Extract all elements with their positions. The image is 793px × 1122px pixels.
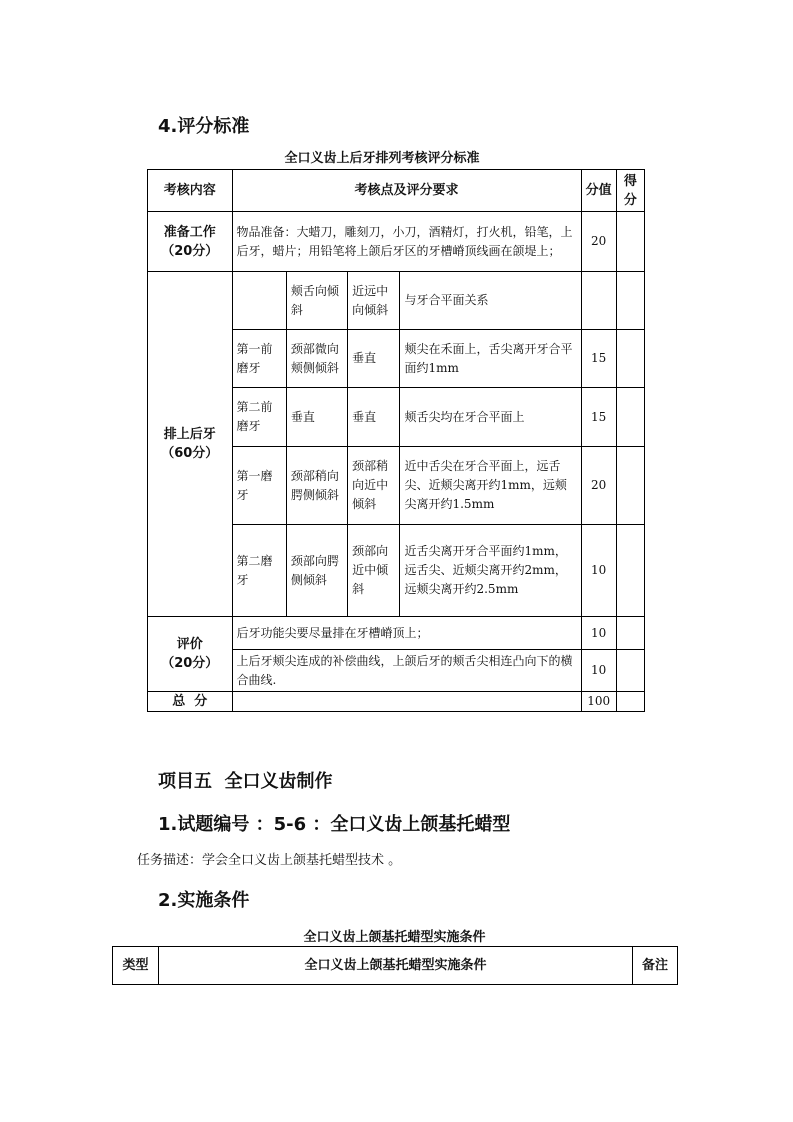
- prep-label: 准备工作 （20分）: [148, 212, 233, 272]
- section2-title: 2.实施条件: [158, 890, 250, 911]
- header-score: 分值: [581, 170, 616, 212]
- tooth-name: 第一前磨牙: [232, 330, 286, 388]
- tooth-rel: 颊舌尖均在牙合平面上: [400, 388, 581, 447]
- tooth-name: 第二前磨牙: [232, 388, 286, 447]
- header-got: 得分: [616, 170, 644, 212]
- tooth-name: 第二磨牙: [232, 525, 286, 617]
- tooth-rel: 颊尖在禾面上，舌尖离开牙合平面约1mm: [400, 330, 581, 388]
- project-title: 项目五 全口义齿制作: [158, 771, 333, 792]
- header-conditions: 全口义齿上颌基托蜡型实施条件: [159, 947, 633, 985]
- header-points: 考核点及评分要求: [232, 170, 581, 212]
- total-label: 总 分: [148, 692, 233, 712]
- eval-item: 上后牙颊尖连成的补偿曲线，上颌后牙的颊舌尖相连凸向下的横合曲线.: [232, 650, 581, 692]
- eval-score: 10: [581, 617, 616, 650]
- header-content: 考核内容: [148, 170, 233, 212]
- tooth-md: 垂直: [348, 388, 400, 447]
- arrange-header-blank: [232, 272, 286, 330]
- eval-score: 10: [581, 650, 616, 692]
- tooth-bl: 颈部向腭侧倾斜: [286, 525, 347, 617]
- arrange-header-bl: 颊舌向倾斜: [286, 272, 347, 330]
- arrange-label: 排上后牙 （60分）: [148, 272, 233, 617]
- arrange-header-rel: 与牙合平面关系: [400, 272, 581, 330]
- tooth-score: 20: [581, 447, 616, 525]
- eval-label: 评价 （20分）: [148, 617, 233, 692]
- prep-score: 20: [581, 212, 616, 272]
- arrange-header-md: 近远中向倾斜: [348, 272, 400, 330]
- prep-got: [616, 212, 644, 272]
- tooth-name: 第一磨牙: [232, 447, 286, 525]
- tooth-bl: 垂直: [286, 388, 347, 447]
- header-note: 备注: [633, 947, 678, 985]
- tooth-md: 颈部向近中倾斜: [348, 525, 400, 617]
- tooth-score: 15: [581, 330, 616, 388]
- prep-text: 物品准备：大蜡刀，雕刻刀，小刀，酒精灯，打火机，铅笔，上后牙，蜡片；用铅笔将上颌后牙区的牙槽嵴顶线画在颌堤上；: [232, 212, 581, 272]
- total-score: 100: [581, 692, 616, 712]
- tooth-md: 颈部稍向近中倾斜: [348, 447, 400, 525]
- table2-caption: 全口义齿上颌基托蜡型实施条件: [303, 930, 486, 945]
- item1-title: 1.试题编号 ：5-6 ：全口义齿上颌基托蜡型: [158, 814, 511, 835]
- scoring-table: [147, 169, 645, 712]
- header-type: 类型: [113, 947, 159, 985]
- tooth-rel: 近舌尖离开牙合平面约1mm，远舌尖、近颊尖离开约2mm，远颊尖离开约2.5mm: [400, 525, 581, 617]
- eval-item: 后牙功能尖要尽量排在牙槽嵴顶上；: [232, 617, 581, 650]
- tooth-score: 15: [581, 388, 616, 447]
- tooth-md: 垂直: [348, 330, 400, 388]
- section4-title: 4.评分标准: [158, 116, 250, 137]
- table1-caption: 全口义齿上后牙排列考核评分标准: [284, 151, 480, 166]
- tooth-bl: 颈部稍向腭侧倾斜: [286, 447, 347, 525]
- tooth-rel: 近中舌尖在牙合平面上，远舌尖、近颊尖离开约1mm，远颊尖离开约1.5mm: [400, 447, 581, 525]
- conditions-table: [112, 946, 678, 985]
- task-description: 任务描述：学会全口义齿上颌基托蜡型技术 。: [137, 853, 402, 868]
- tooth-bl: 颈部微向颊侧倾斜: [286, 330, 347, 388]
- tooth-score: 10: [581, 525, 616, 617]
